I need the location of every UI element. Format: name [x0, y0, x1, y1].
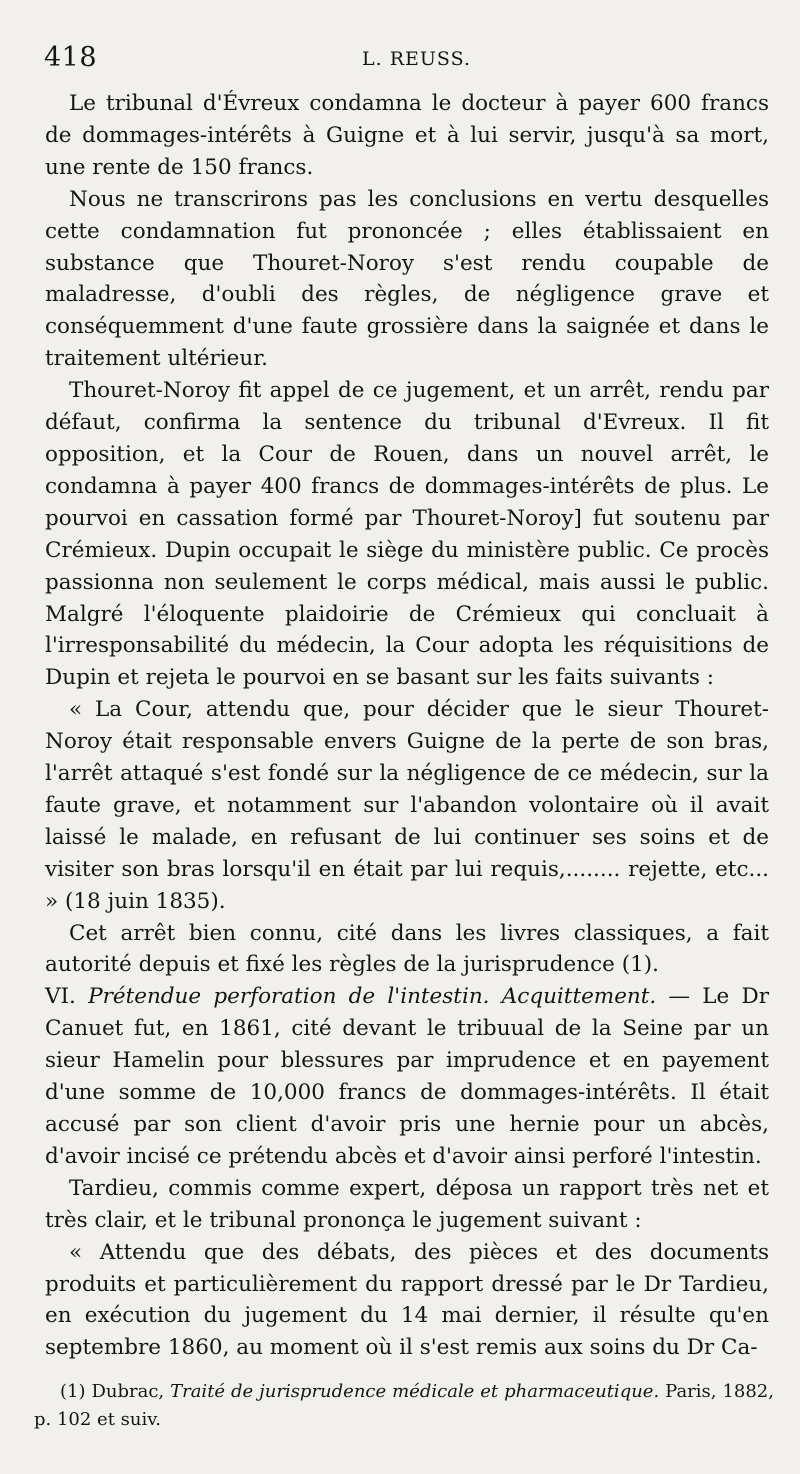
- footnote-rest: . Paris, 1882, p. 102 et suiv.: [34, 1381, 774, 1430]
- section-heading: Prétendue perforation de l'intestin. Acquittement.: [88, 984, 657, 1010]
- section-vi: [45, 981, 769, 1172]
- paragraph-7: Tardieu, commis comme expert, déposa un rapport très net et très clair, et le tribunal prononça le jugement suivant :: [45, 1175, 769, 1233]
- section-number: VI.: [45, 984, 89, 1010]
- body-text: [45, 88, 769, 1364]
- paragraph-2: Nous ne transcrirons pas les conclusions en vertu desquelles cette condamnation fut prononcée ; elles établissaient en substance que Thouret-Noroy s'est rendu coupable de maladresse, d'oubli des règles, de négligence grave et conséquemment d'une faute grossière dans la saignée et dans le traitement ultérieur.: [45, 186, 769, 372]
- page-number: 418: [44, 42, 98, 73]
- section-text: — Le Dr Canuet fut, en 1861, cité devant le tribuual de la Seine par un sieur Hamelin pour blessures par imprudence et en payement d'une somme de 10,000 francs de dommages-intérêts. Il était accusé par son client d'avoir pris une hernie pour un abcès, d'avoir incisé ce prétendu abcès et d'avoir ainsi perforé l'intestin.: [45, 984, 769, 1169]
- paragraph-3: Thouret-Noroy fit appel de ce jugement, et un arrêt, rendu par défaut, confirma la sentence du tribunal d'Evreux. Il fit opposition, et la Cour de Rouen, dans un nouvel arrêt, le condamna à payer 400 francs de dommages-intérêts de plus. Le pourvoi en cassation formé par Thouret-Noroy] fut soutenu par Crémieux. Dupin occupait le siège du ministère public. Ce procès passionna non seulement le corps médical, mais aussi le public. Malgré l'éloquente plaidoirie de Crémieux qui concluait à l'irresponsabilité du médecin, la Cour adopta les réquisitions de Dupin et rejeta le pourvoi en se basant sur les faits suivants :: [45, 378, 769, 691]
- paragraph-1: Le tribunal d'Évreux condamna le docteur à payer 600 francs de dommages-intérêts à Guigne et à lui servir, jusqu'à sa mort, une rente de 150 francs.: [45, 91, 769, 180]
- paragraph-8-quotation: « Attendu que des débats, des pièces et des documents produits et particulièrement du rapport dressé par le Dr Tardieu, en exécution du jugement du 14 mai dernier, il résulte qu'en septembre 1860, au moment où il s'est remis aux soins du Dr Ca-: [45, 1239, 769, 1361]
- running-head: L. REUSS.: [362, 48, 471, 70]
- paragraph-5: Cet arrêt bien connu, cité dans les livres classiques, a fait autorité depuis et fixé les règles de la jurisprudence (1).: [45, 920, 769, 978]
- footnote-lead: (1) Dubrac,: [60, 1381, 171, 1402]
- page-header: [44, 42, 784, 82]
- paragraph-4-quotation: « La Cour, attendu que, pour décider que le sieur Thouret-Noroy était responsable envers Guigne de la perte de son bras, l'arrêt attaqué s'est fondé sur la négligence de ce médecin, sur la faute grave, et notamment sur l'abandon volontaire où il avait laissé le malade, en refusant de lui continuer ses soins et de visiter son bras lorsqu'il en était par lui requis,........ rejette, etc... » (18 juin 1835).: [45, 697, 769, 914]
- footnote: [34, 1378, 774, 1434]
- footnote-title: Traité de jurisprudence médicale et pharmaceutique: [170, 1381, 654, 1402]
